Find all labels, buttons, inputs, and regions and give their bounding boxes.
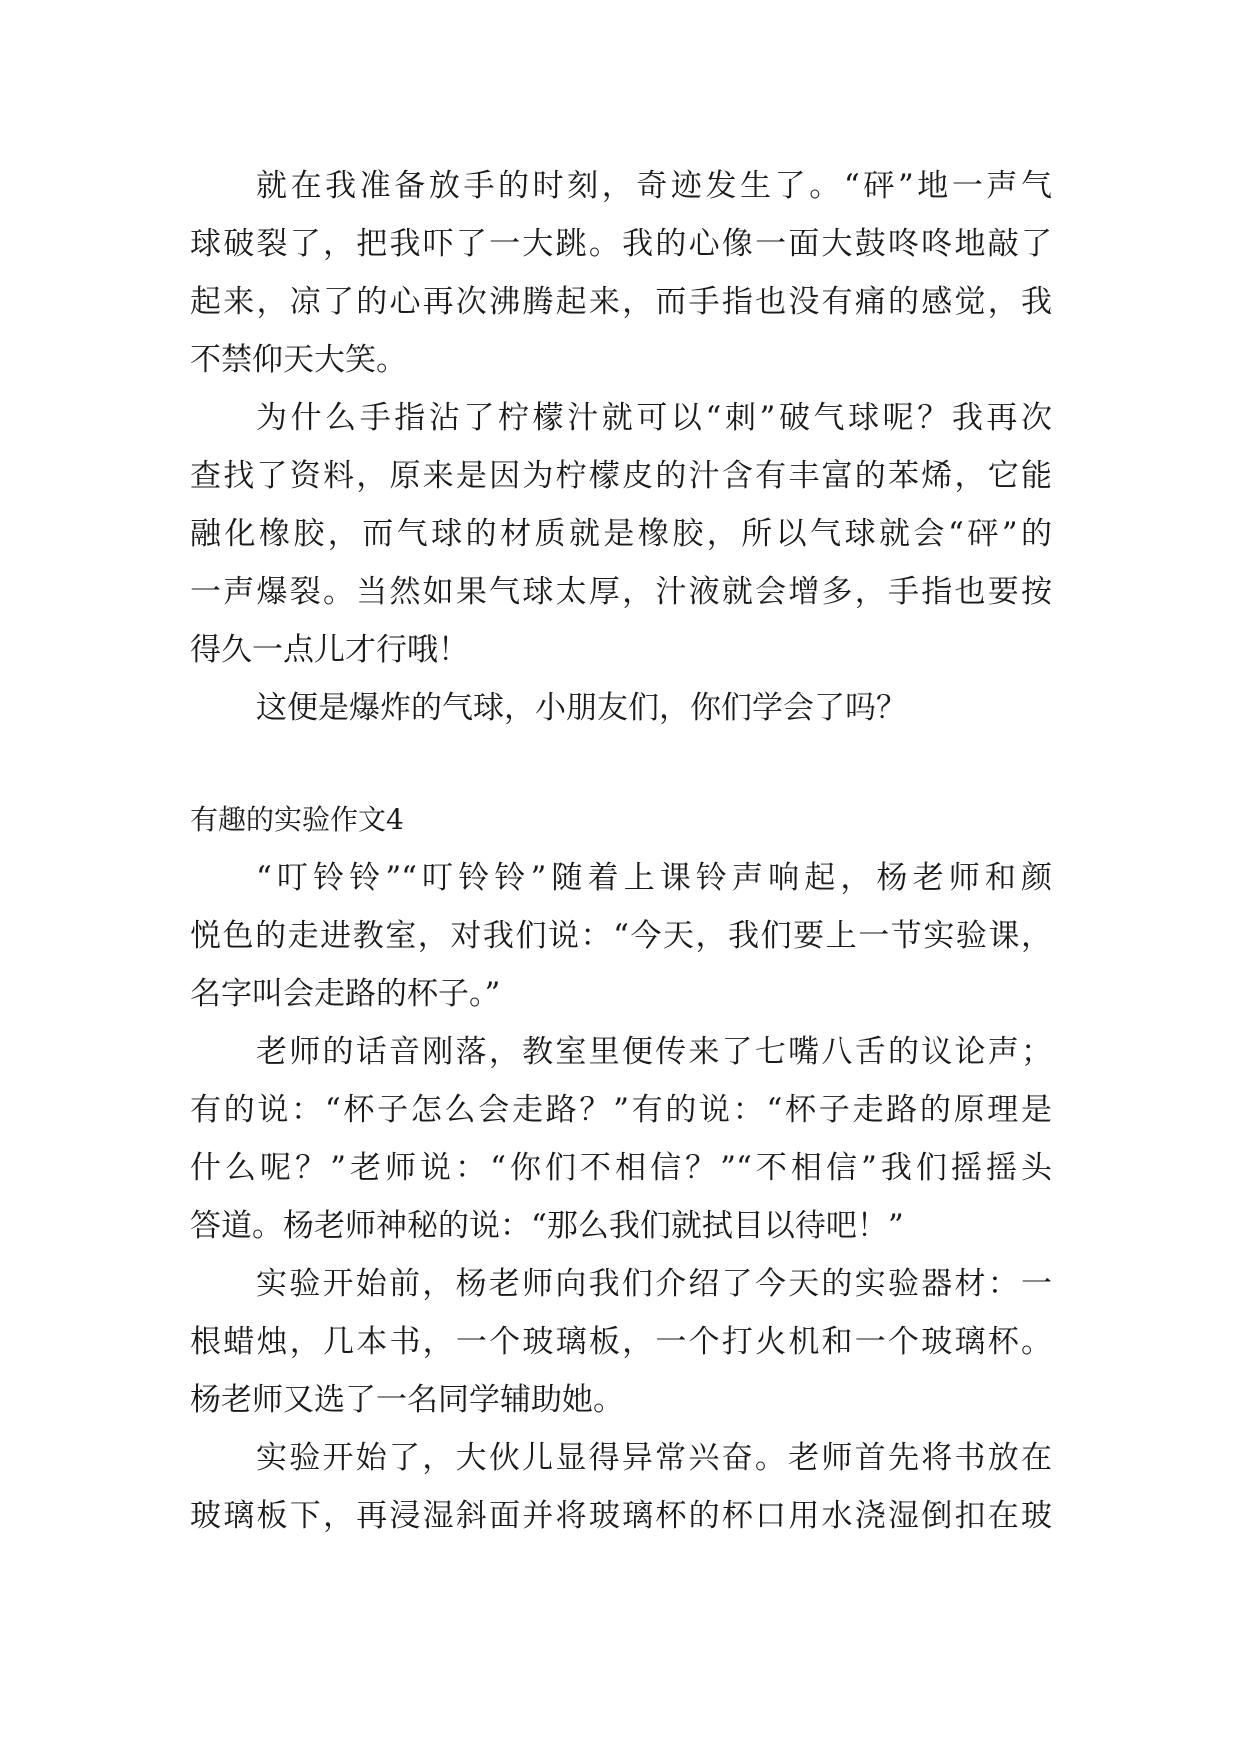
paragraph-line: 一声爆裂。当然如果气球太厚，汁液就会增多，手指也要按 bbox=[190, 574, 1052, 610]
paragraph-line: 起来，凉了的心再次沸腾起来，而手指也没有痛的感觉，我 bbox=[190, 284, 1052, 320]
paragraph-line: 实验开始前，杨老师向我们介绍了今天的实验器材：一 bbox=[256, 1266, 1052, 1302]
paragraph-line: 得久一点儿才行哦！ bbox=[190, 632, 469, 668]
paragraph-line: 名字叫会走路的杯子。” bbox=[190, 976, 501, 1012]
paragraph-line: 老师的话音刚落，教室里便传来了七嘴八舌的议论声； bbox=[256, 1034, 1052, 1070]
paragraph-line: 这便是爆炸的气球，小朋友们，你们学会了吗？ bbox=[256, 690, 907, 726]
paragraph-line: 不禁仰天大笑。 bbox=[190, 342, 407, 378]
paragraph-line: 球破裂了，把我吓了一大跳。我的心像一面大鼓咚咚地敲了 bbox=[190, 226, 1052, 262]
paragraph-line: 实验开始了，大伙儿显得异常兴奋。老师首先将书放在 bbox=[256, 1440, 1052, 1476]
paragraph-line: “叮铃铃”“叮铃铃”随着上课铃声响起，杨老师和颜 bbox=[256, 860, 1052, 896]
section-title: 有趣的实验作文4 bbox=[190, 803, 404, 836]
paragraph-line: 就在我准备放手的时刻，奇迹发生了。“砰”地一声气 bbox=[256, 168, 1052, 204]
paragraph-line: 答道。杨老师神秘的说：“那么我们就拭目以待吧！” bbox=[190, 1208, 904, 1244]
paragraph-line: 根蜡烛，几本书，一个玻璃板，一个打火机和一个玻璃杯。 bbox=[190, 1324, 1052, 1360]
paragraph-line: 悦色的走进教室，对我们说：“今天，我们要上一节实验课， bbox=[190, 918, 1052, 954]
paragraph-line: 融化橡胶，而气球的材质就是橡胶，所以气球就会“砰”的 bbox=[190, 516, 1052, 552]
paragraph-line: 查找了资料，原来是因为柠檬皮的汁含有丰富的苯烯，它能 bbox=[190, 458, 1052, 494]
paragraph-line: 什么呢？”老师说：“你们不相信？”“不相信”我们摇摇头 bbox=[190, 1150, 1052, 1186]
paragraph-line: 为什么手指沾了柠檬汁就可以“刺”破气球呢？我再次 bbox=[256, 400, 1052, 436]
paragraph-line: 玻璃板下，再浸湿斜面并将玻璃杯的杯口用水浇湿倒扣在玻 bbox=[190, 1498, 1052, 1534]
paragraph-line: 杨老师又选了一名同学辅助她。 bbox=[190, 1382, 624, 1418]
paragraph-line: 有的说：“杯子怎么会走路？”有的说：“杯子走路的原理是 bbox=[190, 1092, 1052, 1128]
